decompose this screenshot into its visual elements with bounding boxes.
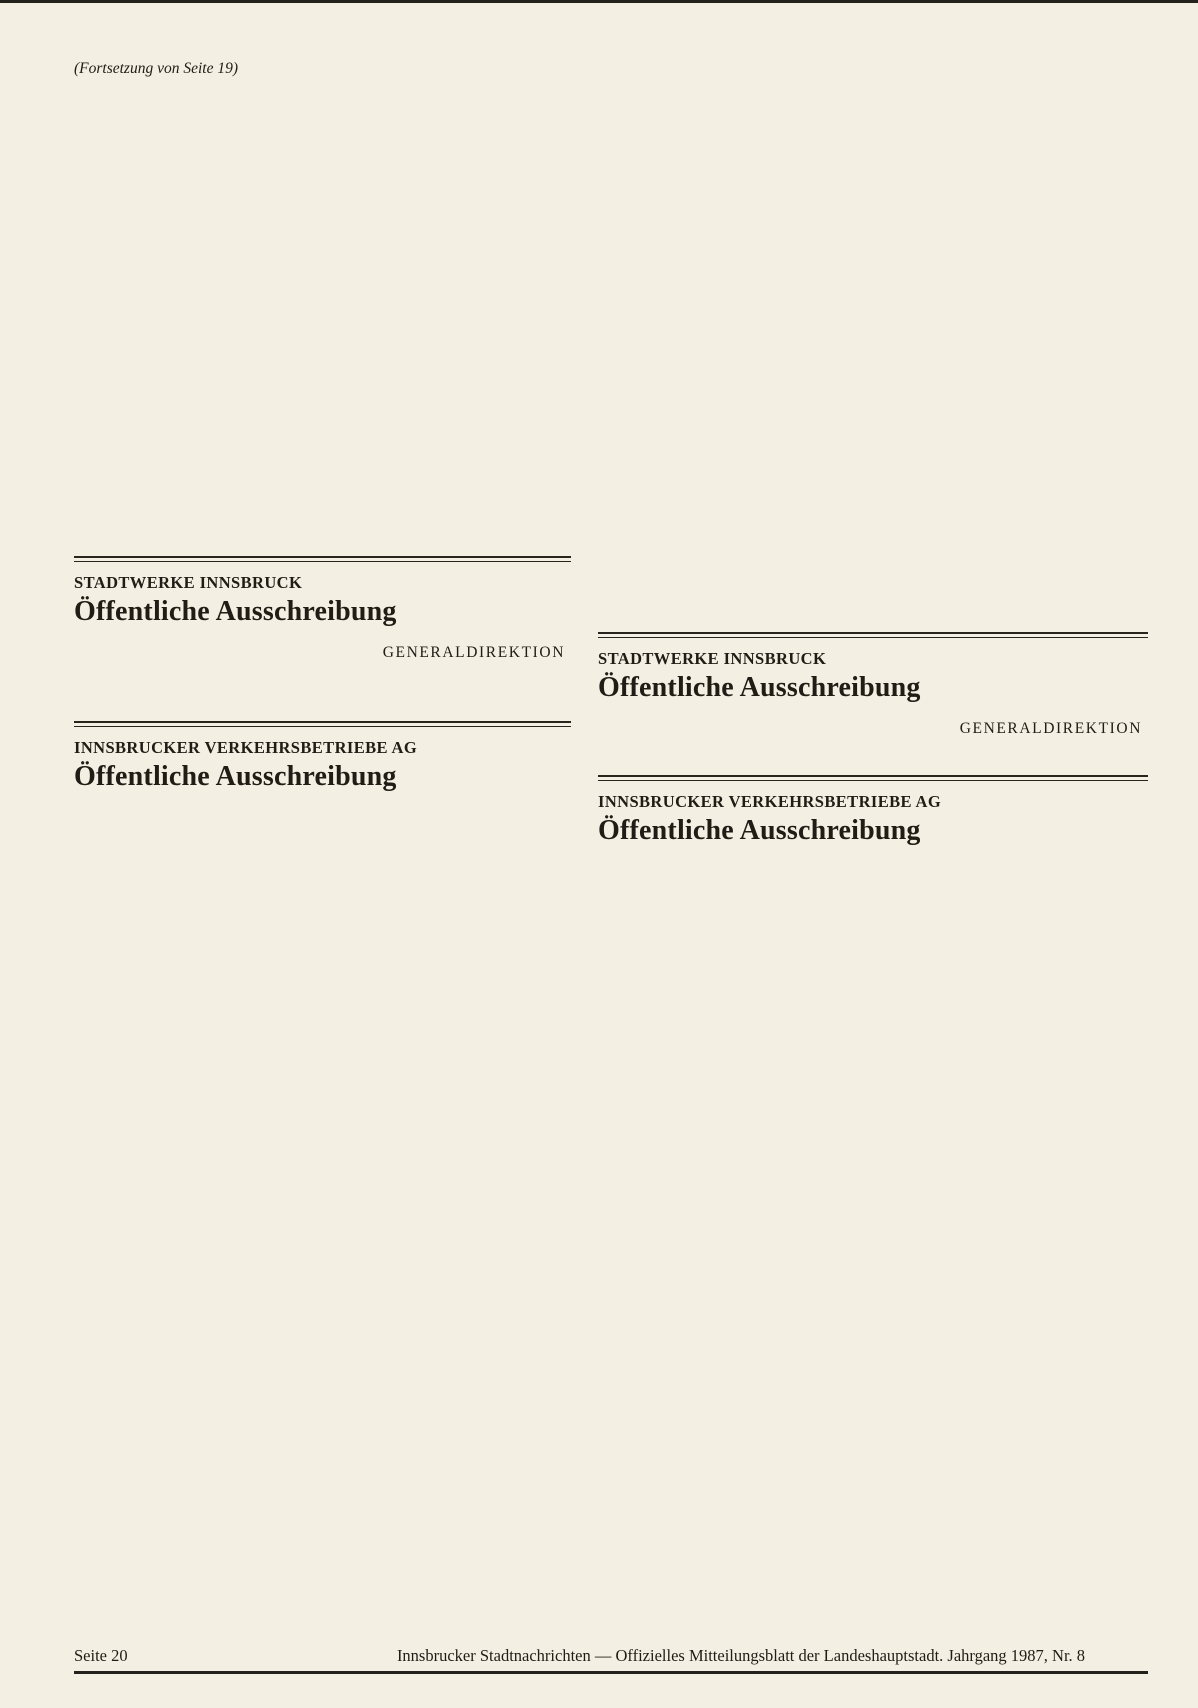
section-stadtwerke-tueren: [74, 553, 571, 662]
signoff-generaldirektion: GENERALDIREKTION: [382, 644, 565, 661]
announcement-title: Öffentliche Ausschreibung: [74, 596, 397, 627]
section-divider: [74, 721, 571, 727]
masthead-line: Innsbrucker Stadtnachrichten — Offizielles Mitteilungsblatt der Landeshauptstadt. Jahrgang 1987, Nr. 8: [396, 1646, 1086, 1665]
announcement-kicker: INNSBRUCKER VERKEHRSBETRIEBE AG: [74, 738, 418, 757]
right-half: [598, 59, 1148, 856]
announcement-kicker: INNSBRUCKER VERKEHRSBETRIEBE AG: [598, 792, 942, 811]
section-divider: [74, 556, 571, 562]
registry-column-1: [74, 59, 312, 553]
page-body: [74, 59, 1148, 856]
announcement-title: Öffentliche Ausschreibung: [74, 761, 397, 792]
announcement-kicker: STADTWERKE INNSBRUCK: [598, 649, 827, 668]
registry-left: [74, 59, 571, 553]
registry-column-3: [598, 59, 862, 629]
section-ivb-fahrscheinentwerter: [598, 772, 1148, 856]
section-divider: [598, 632, 1148, 638]
section-divider: [598, 775, 1148, 781]
section-stadtwerke-kabel: [598, 629, 1148, 738]
registry-right: [598, 59, 1148, 629]
signoff-generaldirektion: GENERALDIREKTION: [959, 720, 1142, 737]
registry-column-4: [884, 59, 1148, 629]
announcement-title: Öffentliche Ausschreibung: [598, 672, 921, 703]
section-ivb-muttereralmbahn: [74, 718, 571, 802]
page-footer: [74, 1646, 1148, 1674]
left-half: [74, 59, 571, 856]
page-number: Seite 20: [74, 1646, 128, 1665]
registry-column-2: [334, 59, 572, 553]
announcement-kicker: STADTWERKE INNSBRUCK: [74, 573, 303, 592]
announcement-title: Öffentliche Ausschreibung: [598, 815, 921, 846]
newspaper-page: [0, 3, 1198, 1708]
continued-from-note: (Fortsetzung von Seite 19): [74, 60, 239, 77]
